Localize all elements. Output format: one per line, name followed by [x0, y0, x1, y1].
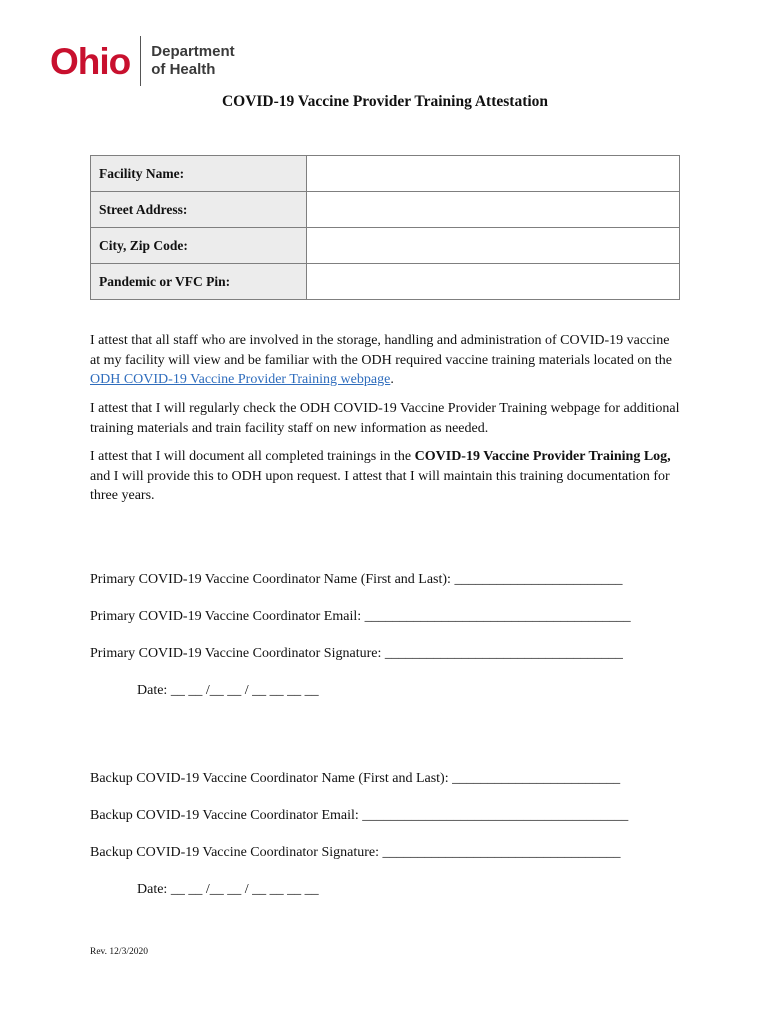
- odh-logo: [50, 34, 235, 88]
- department-name: [151, 43, 234, 79]
- vfc-pin-label: Pandemic or VFC Pin:: [91, 264, 307, 300]
- table-row: [91, 156, 680, 192]
- ohio-logo-mark: [50, 40, 131, 82]
- facility-name-field[interactable]: [307, 156, 680, 192]
- logo-divider: [140, 36, 141, 86]
- attestation-check-webpage: I attest that I will regularly check the ODH COVID-19 Vaccine Provider Training webpage for additional training materials and train facility staff on new information as needed.: [90, 401, 680, 436]
- primary-date-field[interactable]: Date: __ __ /__ __ / __ __ __ __: [137, 683, 319, 698]
- ohio-wordmark: Ohio: [50, 40, 131, 82]
- attestation-storage-handling: [90, 331, 680, 390]
- backup-coordinator-email-field[interactable]: Backup COVID-19 Vaccine Coordinator Email: ______________________________________: [90, 808, 629, 823]
- attestation-3-end: and I will provide this to ODH upon request. I attest that I will maintain this training documentation for three years.: [90, 468, 670, 503]
- primary-coordinator-name-field[interactable]: Primary COVID-19 Vaccine Coordinator Name (First and Last): ________________________: [90, 572, 623, 587]
- city-zip-field[interactable]: [307, 228, 680, 264]
- table-row: [91, 264, 680, 300]
- attestation-training-log: [90, 447, 680, 506]
- table-row: [91, 228, 680, 264]
- city-zip-label: City, Zip Code:: [91, 228, 307, 264]
- table-row: [91, 192, 680, 228]
- vfc-pin-field[interactable]: [307, 264, 680, 300]
- primary-coordinator-signature-field[interactable]: Primary COVID-19 Vaccine Coordinator Signature: __________________________________: [90, 646, 623, 661]
- primary-coordinator-email-field[interactable]: Primary COVID-19 Vaccine Coordinator Email: ______________________________________: [90, 609, 631, 624]
- attestation-3-text: I attest that I will document all completed trainings in the: [90, 449, 415, 464]
- revision-date: Rev. 12/3/2020: [90, 947, 148, 957]
- attestation-1-text: I attest that all staff who are involved in the storage, handling and administration of COVID-19 vaccine at my facility will view and be familiar with the ODH required vaccine training materials located on the: [90, 333, 672, 368]
- department-line-1: Department: [151, 43, 235, 60]
- backup-coordinator-signature-field[interactable]: Backup COVID-19 Vaccine Coordinator Signature: __________________________________: [90, 845, 621, 860]
- facility-name-label: Facility Name:: [91, 156, 307, 192]
- training-log-name: COVID-19 Vaccine Provider Training Log,: [414, 449, 671, 464]
- training-webpage-link[interactable]: ODH COVID-19 Vaccine Provider Training webpage: [90, 372, 391, 387]
- street-address-field[interactable]: [307, 192, 680, 228]
- backup-date-field[interactable]: Date: __ __ /__ __ / __ __ __ __: [137, 882, 319, 897]
- department-line-2: of Health: [151, 61, 216, 78]
- facility-info-table: [90, 155, 680, 300]
- backup-coordinator-name-field[interactable]: Backup COVID-19 Vaccine Coordinator Name (First and Last): ________________________: [90, 771, 621, 786]
- page-title: COVID-19 Vaccine Provider Training Attestation: [221, 93, 549, 110]
- street-address-label: Street Address:: [91, 192, 307, 228]
- attestation-1-end: .: [390, 372, 394, 387]
